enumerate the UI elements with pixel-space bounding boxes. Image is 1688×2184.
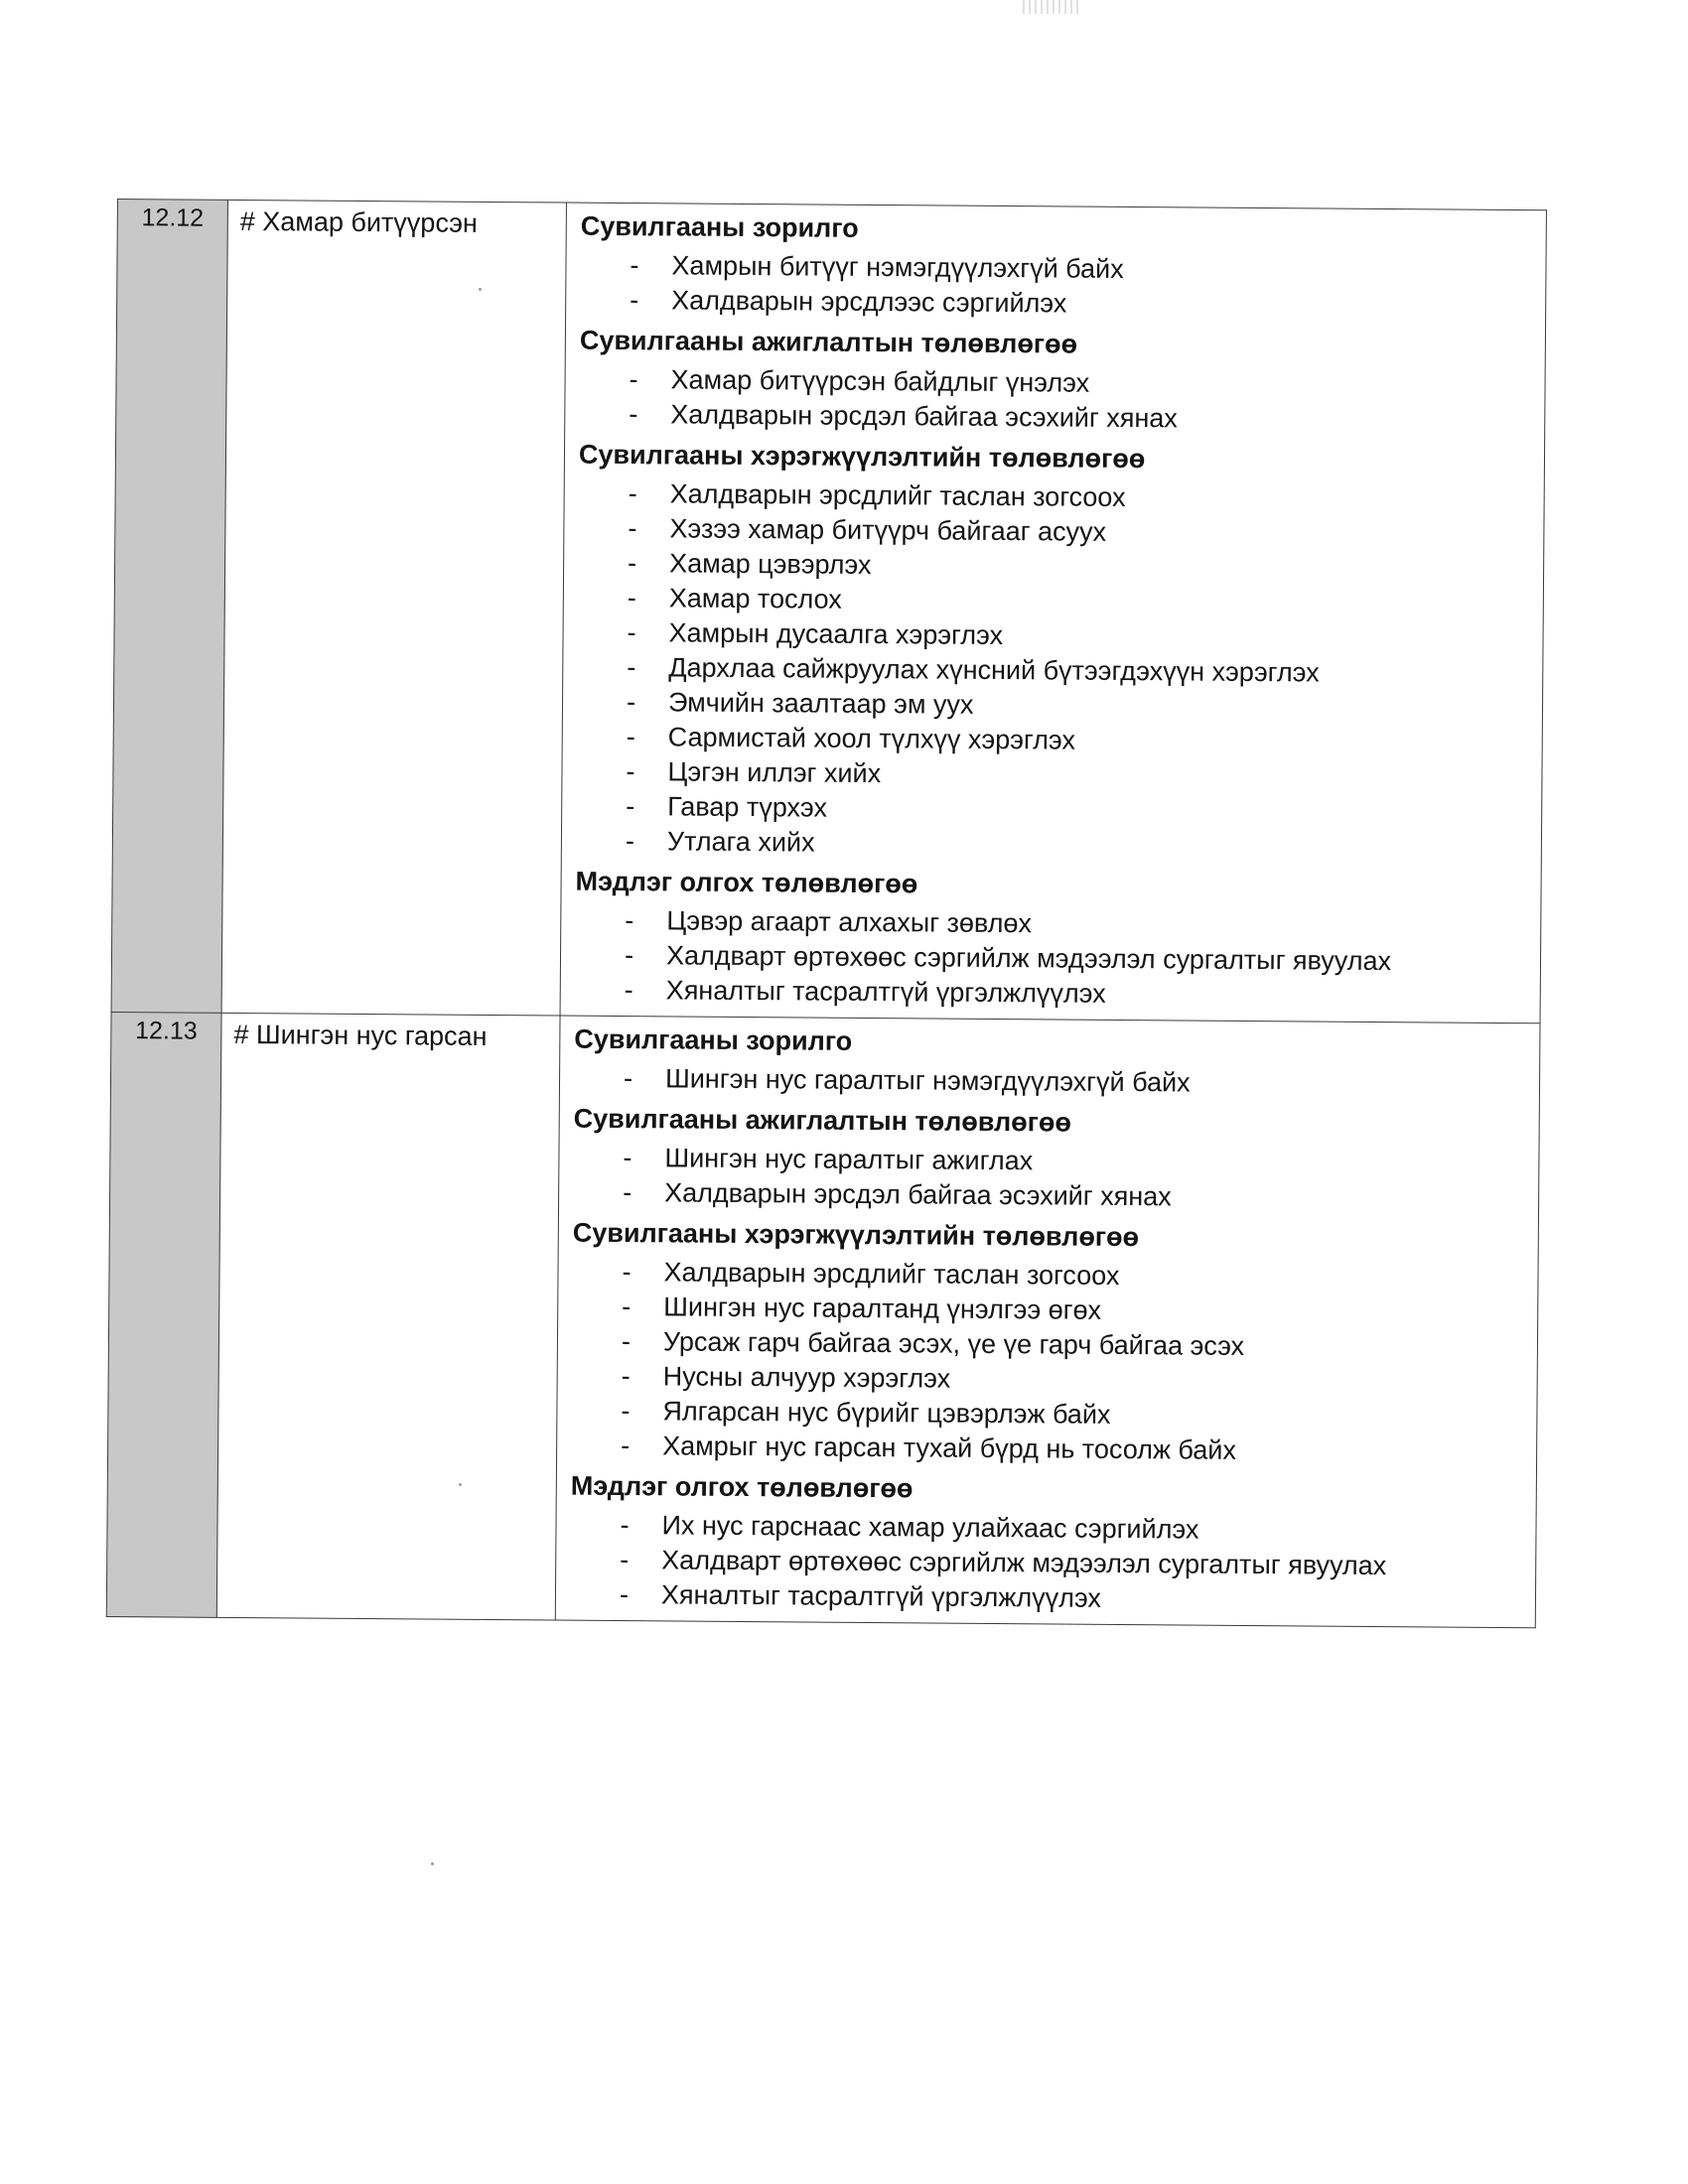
list-item-text: Хамрыг нус гарсан тухай бүрд нь тосолж байх <box>662 1431 1237 1465</box>
list-item: - Сармистай хоол түлхүү хэрэглэх <box>626 722 1076 755</box>
diagnosis-cell: # Хамар битүүрсэн <box>221 200 566 1016</box>
list-item-text: Урсаж гарч байгаа эсэх, үе үе гарч байгаа эсэх <box>662 1326 1245 1361</box>
plan-cell <box>560 203 1546 1024</box>
list-item: - Хамрыг нус гарсан тухай бүрд нь тосолж байх <box>621 1431 1237 1465</box>
row-number: 12.13 <box>106 1012 221 1617</box>
list-item: - Гавар түрхэх <box>626 791 828 823</box>
list-item-text: Ялгарсан нус бүрийг цэвэрлэж байх <box>662 1396 1111 1430</box>
plan-list <box>575 903 1531 1016</box>
plan-list <box>570 1508 1526 1620</box>
section-heading: Мэдлэг олгох төлөвлөгөө <box>570 1470 914 1504</box>
scan-artifact <box>1023 0 1082 14</box>
list-item-text: Цэгэн иллэг хийх <box>667 756 882 789</box>
scan-speck <box>479 288 482 291</box>
list-item-text: Хамар битүүрсэн байдлыг үнэлэх <box>670 364 1090 398</box>
list-item-text: Гавар түрхэх <box>667 791 828 823</box>
list-item-text: Утлага хийх <box>666 826 815 858</box>
list-item: - Халдварын эрсдэл байгаа эсэхийг хянах <box>629 399 1178 434</box>
section-heading: Сувилгааны хэрэгжүүлэлтийн төлөвлөгөө <box>578 439 1146 475</box>
list-item: - Утлага хийх <box>625 826 815 858</box>
list-item-text: Эмчийн заалтаар эм уух <box>667 687 974 720</box>
list-item-text: Хамар цэвэрлэх <box>669 548 872 580</box>
section-heading: Сувилгааны зорилго <box>580 210 859 243</box>
scan-speck <box>459 1483 462 1486</box>
section-heading: Сувилгааны ажиглалтын төлөвлөгөө <box>579 325 1078 359</box>
list-item: - Дархлаа сайжруулах хүнсний бүтээгдэхүүн хэрэглэх <box>627 652 1320 688</box>
list-item: - Шингэн нус гаралтанд үнэлгээ өгөх <box>622 1292 1102 1325</box>
table-row <box>111 200 1546 1024</box>
list-item: - Хяналтыг тасралтгүй үргэлжлүүлэх <box>619 1579 1102 1613</box>
list-item-text: Хамар тослох <box>668 583 842 614</box>
list-item: - Хамар цэвэрлэх <box>628 548 872 580</box>
section-heading: Сувилгааны зорилго <box>574 1024 853 1056</box>
list-item: - Цэвэр агаарт алхахыг зөвлөх <box>625 905 1033 939</box>
list-item: - Халдварт өртөхөөс сэргийлж мэдээлэл сургалтыг явуулах <box>624 940 1392 977</box>
list-item: - Халдварын эрсдэл байгаа эсэхийг хянах <box>623 1177 1172 1212</box>
list-item: - Ялгарсан нус бүрийг цэвэрлэж байх <box>621 1396 1111 1430</box>
list-item-text: Халдварын эрсдлээс сэргийлэх <box>671 285 1067 319</box>
list-item: - Хамар тослох <box>627 583 842 614</box>
list-item: - Халдварт өртөхөөс сэргийлж мэдээлэл сургалтыг явуулах <box>620 1545 1387 1581</box>
list-item: - Урсаж гарч байгаа эсэх, үе үе гарч байгаа эсэх <box>621 1326 1245 1361</box>
scan-speck <box>431 1862 434 1865</box>
list-item-text: Хяналтыг тасралтгүй үргэлжлүүлэх <box>665 975 1106 1009</box>
list-item: - Халдварын эрсдлийг таслан зогсоох <box>628 478 1126 512</box>
list-item-text: Халдварт өртөхөөс сэргийлж мэдээлэл сургалтыг явуулах <box>665 940 1392 977</box>
list-item: - Хэзээ хамар битүүрч байгааг асуух <box>628 513 1107 547</box>
row-number: 12.12 <box>111 200 227 1014</box>
list-item-text: Шингэн нус гаралтыг ажиглах <box>664 1143 1034 1176</box>
list-item: - Цэгэн иллэг хийх <box>626 756 882 789</box>
list-item-text: Их нус гарснаас хамар улайхаас сэргийлэх <box>661 1510 1199 1545</box>
list-item-text: Халдварын эрсдэл байгаа эсэхийг хянах <box>664 1177 1172 1212</box>
list-item: - Халдварын эрсдлээс сэргийлэх <box>630 285 1067 319</box>
care-plan-table <box>106 199 1547 1628</box>
list-item: - Нусны алчуур хэрэглэх <box>621 1361 951 1394</box>
plan-list <box>571 1255 1528 1471</box>
plan-list <box>573 1141 1529 1218</box>
list-item: - Хамрын дусаалга хэрэглэх <box>627 617 1004 651</box>
list-item-text: Хамрын дусаалга хэрэглэх <box>668 617 1004 651</box>
table-row <box>106 1012 1540 1627</box>
list-item-text: Халдварын эрсдлийг таслан зогсоох <box>669 478 1126 512</box>
list-item-text: Сармистай хоол түлхүү хэрэглэх <box>667 722 1076 755</box>
list-item: - Хамар битүүрсэн байдлыг үнэлэх <box>629 364 1090 398</box>
list-item: - Хамрын битүүг нэмэгдүүлэхгүй байх <box>630 250 1124 284</box>
list-item-text: Халдварын эрсдэл байгаа эсэхийг хянах <box>670 399 1178 434</box>
section-heading: Мэдлэг олгох төлөвлөгөө <box>575 866 918 899</box>
list-item-text: Хяналтыг тасралтгүй үргэлжлүүлэх <box>660 1579 1102 1613</box>
list-item-text: Хэзээ хамар битүүрч байгааг асуух <box>669 513 1107 547</box>
list-item-text: Халдварын эрсдлийг таслан зогсоох <box>663 1257 1120 1291</box>
list-item-text: Нусны алчуур хэрэглэх <box>662 1361 951 1394</box>
list-item-text: Халдварт өртөхөөс сэргийлж мэдээлэл сургалтыг явуулах <box>661 1545 1387 1581</box>
section-heading: Сувилгааны хэрэгжүүлэлтийн төлөвлөгөө <box>572 1217 1140 1253</box>
list-item: - Хяналтыг тасралтгүй үргэлжлүүлэх <box>624 975 1106 1009</box>
list-item: - Эмчийн заалтаар эм уух <box>626 687 974 720</box>
plan-list <box>580 248 1536 326</box>
list-item-text: Шингэн нус гаралтыг нэмэгдүүлэхгүй байх <box>664 1063 1191 1098</box>
list-item-text: Цэвэр агаарт алхахыг зөвлөх <box>666 905 1033 939</box>
list-item-text: Дархлаа сайжруулах хүнсний бүтээгдэхүүн хэрэглэх <box>668 652 1320 688</box>
plan-list <box>579 362 1535 440</box>
list-item-text: Шингэн нус гаралтанд үнэлгээ өгөх <box>663 1292 1102 1325</box>
section-heading: Сувилгааны ажиглалтын төлөвлөгөө <box>573 1103 1072 1138</box>
list-item: - Их нус гарснаас хамар улайхаас сэргийлэх <box>620 1510 1199 1545</box>
list-item: - Шингэн нус гаралтыг нэмэгдүүлэхгүй байх <box>623 1063 1191 1098</box>
list-item-text: Хамрын битүүг нэмэгдүүлэхгүй байх <box>671 250 1124 284</box>
list-item: - Шингэн нус гаралтыг ажиглах <box>623 1143 1034 1176</box>
plan-list <box>576 477 1534 867</box>
diagnosis-cell: # Шингэн нус гарсан <box>216 1013 560 1620</box>
list-item: - Халдварын эрсдлийг таслан зогсоох <box>622 1257 1120 1291</box>
plan-cell <box>555 1016 1540 1628</box>
plan-list <box>574 1061 1529 1104</box>
